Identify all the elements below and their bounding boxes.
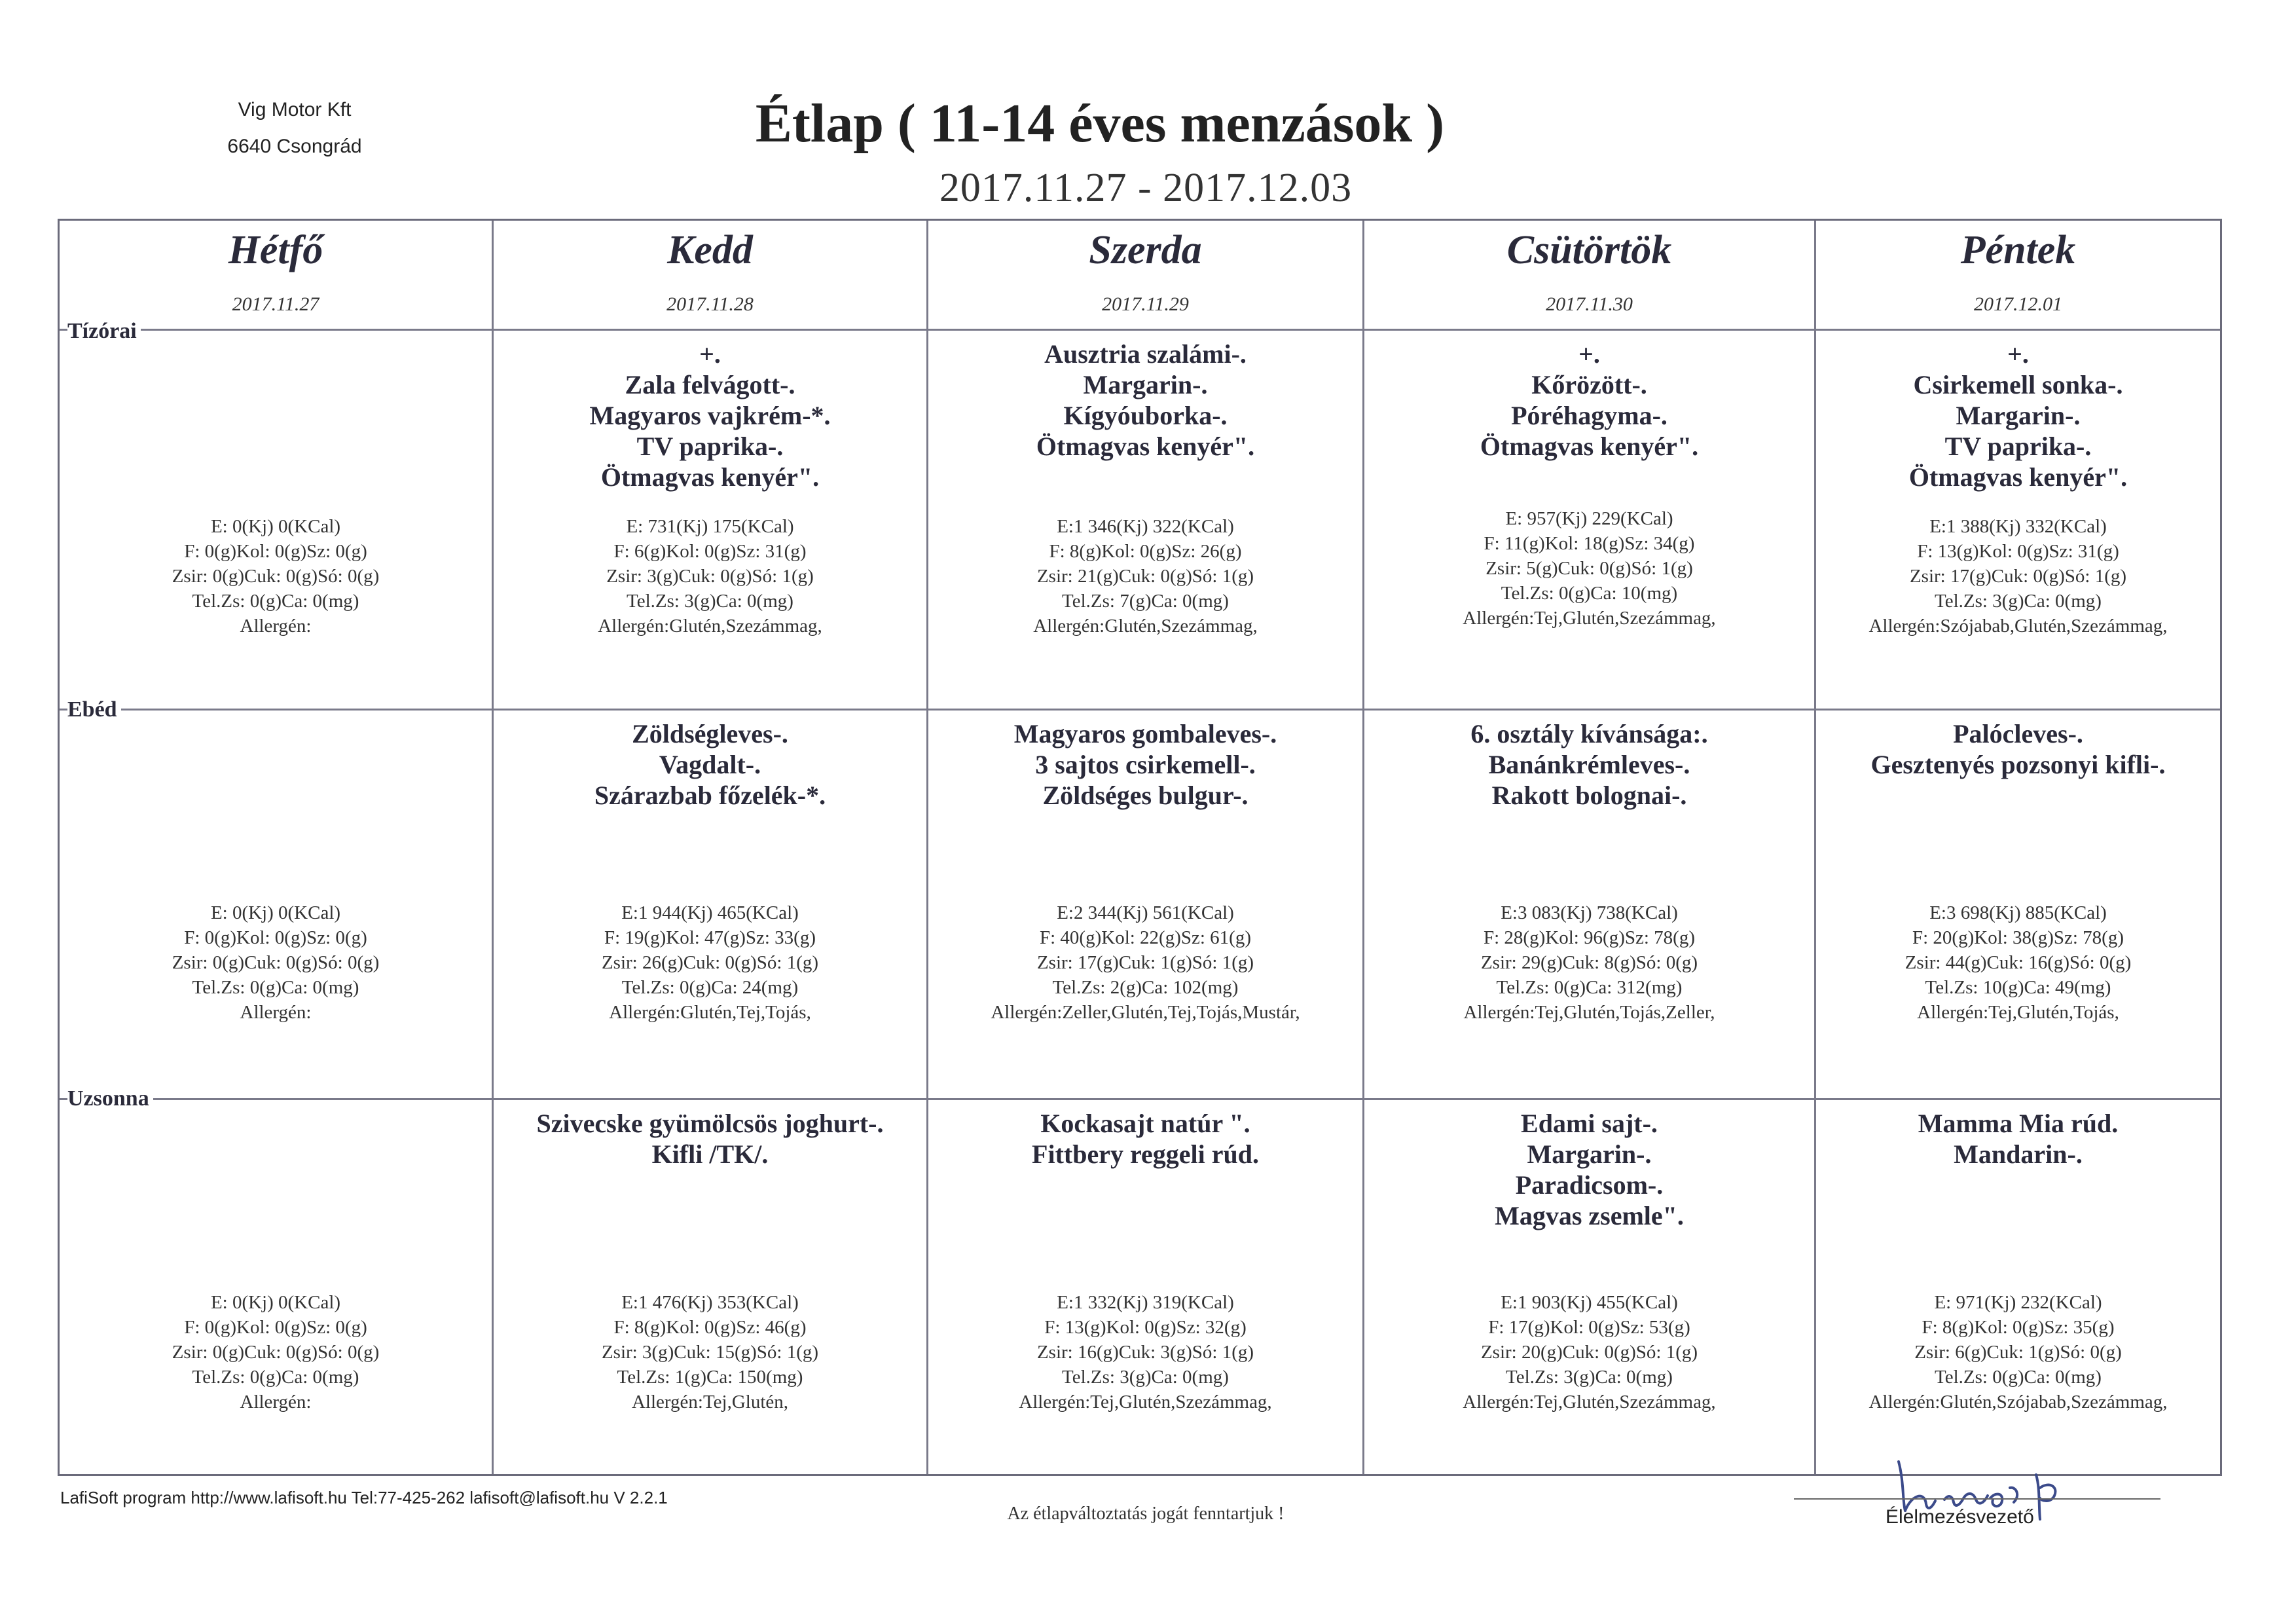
nutrition-satfat: Tel.Zs: 0(g)Ca: 10(mg) — [1501, 583, 1678, 604]
nutrition-energy: E: 971(Kj) 232(KCal) — [1934, 1292, 2102, 1313]
nutrition-satfat: Tel.Zs: 7(g)Ca: 0(mg) — [1062, 591, 1229, 612]
menu-cell — [1364, 331, 1814, 709]
day-header-monday — [60, 221, 492, 329]
dish-list — [494, 710, 926, 811]
nutrition-protein: F: 19(g)Kol: 47(g)Sz: 33(g) — [604, 927, 816, 948]
nutrition-info — [928, 900, 1362, 1025]
dish-item: TV paprika-. — [636, 432, 784, 461]
nutrition-allergens: Allergén: — [240, 1002, 312, 1023]
nutrition-protein: F: 0(g)Kol: 0(g)Sz: 0(g) — [184, 541, 367, 562]
dish-item: Fittbery reggeli rúd. — [1032, 1139, 1259, 1169]
nutrition-protein: F: 20(g)Kol: 38(g)Sz: 78(g) — [1912, 927, 2124, 948]
nutrition-energy: E:1 346(Kj) 322(KCal) — [1057, 516, 1234, 537]
nutrition-protein: F: 8(g)Kol: 0(g)Sz: 35(g) — [1922, 1317, 2115, 1338]
nutrition-protein: F: 8(g)Kol: 0(g)Sz: 26(g) — [1049, 541, 1242, 562]
nutrition-info — [1816, 1290, 2220, 1414]
nutrition-fat: Zsir: 29(g)Cuk: 8(g)Só: 0(g) — [1480, 952, 1698, 973]
nutrition-info — [494, 900, 926, 1025]
day-header-wednesday — [928, 221, 1362, 329]
nutrition-allergens: Allergén:Tej,Glutén,Tojás,Zeller, — [1463, 1002, 1715, 1023]
nutrition-satfat: Tel.Zs: 3(g)Ca: 0(mg) — [1506, 1367, 1673, 1388]
nutrition-satfat: Tel.Zs: 0(g)Ca: 0(mg) — [192, 977, 359, 998]
menu-cell — [1816, 1100, 2220, 1474]
dish-item: Palócleves-. — [1953, 719, 2083, 748]
nutrition-fat: Zsir: 0(g)Cuk: 0(g)Só: 0(g) — [172, 566, 380, 587]
nutrition-info — [60, 1290, 492, 1414]
dish-list — [1364, 1100, 1814, 1231]
nutrition-protein: F: 0(g)Kol: 0(g)Sz: 0(g) — [184, 1317, 367, 1338]
dish-item: Paradicsom-. — [1515, 1170, 1664, 1200]
nutrition-info — [1364, 506, 1814, 631]
dish-item: Ötmagvas kenyér". — [1908, 462, 2128, 492]
nutrition-allergens: Allergén:Glutén,Tej,Tojás, — [609, 1002, 811, 1023]
menu-cell — [60, 710, 492, 1098]
nutrition-allergens: Allergén:Tej,Glutén,Szezámmag, — [1463, 608, 1716, 629]
nutrition-fat: Zsir: 16(g)Cuk: 3(g)Só: 1(g) — [1036, 1342, 1254, 1363]
dish-item: Ausztria szalámi-. — [1044, 339, 1247, 369]
nutrition-allergens: Allergén: — [240, 1392, 312, 1412]
day-date: 2017.11.30 — [1546, 293, 1633, 315]
dish-list — [494, 1100, 926, 1170]
nutrition-satfat: Tel.Zs: 0(g)Ca: 24(mg) — [621, 977, 799, 998]
dish-list — [928, 331, 1362, 462]
menu-cell — [1816, 331, 2220, 709]
menu-cell — [1364, 1100, 1814, 1474]
dish-item: Zala felvágott-. — [625, 370, 795, 399]
day-date: 2017.11.28 — [666, 293, 754, 315]
meal-label-uzsonna: Uzsonna — [67, 1086, 153, 1111]
day-date: 2017.12.01 — [1974, 293, 2062, 315]
dish-item: Mandarin-. — [1954, 1139, 2083, 1169]
day-header-tuesday — [494, 221, 926, 329]
date-range: 2017.11.27 - 2017.12.03 — [939, 166, 1353, 210]
dish-item: Ötmagvas kenyér". — [1480, 432, 1699, 461]
nutrition-protein: F: 6(g)Kol: 0(g)Sz: 31(g) — [613, 541, 807, 562]
menu-cell — [928, 1100, 1362, 1474]
page-title: Étlap ( 11-14 éves menzások ) — [755, 93, 1445, 154]
nutrition-allergens: Allergén:Tej,Glutén,Tojás, — [1917, 1002, 2119, 1023]
dish-item: +. — [2007, 339, 2029, 369]
dish-item: Banánkrémleves-. — [1488, 750, 1690, 779]
nutrition-protein: F: 8(g)Kol: 0(g)Sz: 46(g) — [613, 1317, 807, 1338]
nutrition-info — [1816, 900, 2220, 1025]
nutrition-info — [60, 514, 492, 638]
nutrition-info — [928, 514, 1362, 638]
nutrition-energy: E:1 476(Kj) 353(KCal) — [621, 1292, 799, 1313]
nutrition-allergens: Allergén:Tej,Glutén,Szezámmag, — [1463, 1392, 1716, 1412]
nutrition-energy: E:2 344(Kj) 561(KCal) — [1057, 902, 1234, 923]
dish-item: 6. osztály kívánsága:. — [1470, 719, 1708, 748]
nutrition-energy: E:1 332(Kj) 319(KCal) — [1057, 1292, 1234, 1313]
nutrition-info — [60, 900, 492, 1025]
nutrition-energy: E: 0(Kj) 0(KCal) — [210, 1292, 341, 1313]
menu-cell — [928, 710, 1362, 1098]
dish-item: +. — [1578, 339, 1600, 369]
dish-item: Edami sajt-. — [1521, 1109, 1658, 1138]
menu-grid — [58, 219, 2222, 1476]
nutrition-satfat: Tel.Zs: 10(g)Ca: 49(mg) — [1925, 977, 2111, 998]
nutrition-energy: E: 731(Kj) 175(KCal) — [626, 516, 794, 537]
day-date: 2017.11.27 — [232, 293, 319, 315]
menu-cell — [494, 1100, 926, 1474]
nutrition-energy: E: 957(Kj) 229(KCal) — [1505, 508, 1673, 529]
nutrition-fat: Zsir: 21(g)Cuk: 0(g)Só: 1(g) — [1036, 566, 1254, 587]
day-date: 2017.11.29 — [1102, 293, 1189, 315]
dish-item: Vagdalt-. — [659, 750, 761, 779]
nutrition-protein: F: 11(g)Kol: 18(g)Sz: 34(g) — [1484, 533, 1695, 554]
dish-item: Kockasajt natúr ". — [1040, 1109, 1250, 1138]
dish-list — [1364, 710, 1814, 811]
dish-item: Póréhagyma-. — [1511, 401, 1667, 430]
nutrition-satfat: Tel.Zs: 0(g)Ca: 0(mg) — [192, 591, 359, 612]
nutrition-protein: F: 40(g)Kol: 22(g)Sz: 61(g) — [1040, 927, 1251, 948]
nutrition-info — [494, 1290, 926, 1414]
nutrition-fat: Zsir: 17(g)Cuk: 1(g)Só: 1(g) — [1036, 952, 1254, 973]
nutrition-energy: E:3 083(Kj) 738(KCal) — [1501, 902, 1678, 923]
nutrition-allergens: Allergén:Tej,Glutén, — [631, 1392, 789, 1412]
nutrition-fat: Zsir: 0(g)Cuk: 0(g)Só: 0(g) — [172, 1342, 380, 1363]
nutrition-allergens: Allergén:Glutén,Szezámmag, — [1033, 616, 1258, 637]
nutrition-protein: F: 13(g)Kol: 0(g)Sz: 31(g) — [1917, 541, 2119, 562]
nutrition-satfat: Tel.Zs: 0(g)Ca: 0(mg) — [192, 1367, 359, 1388]
menu-cell — [494, 331, 926, 709]
menu-cell — [60, 1100, 492, 1474]
dish-item: Szárazbab főzelék-*. — [594, 781, 826, 810]
dish-list — [1364, 331, 1814, 462]
company-address: 6640 Csongrád — [227, 136, 362, 157]
nutrition-fat: Zsir: 17(g)Cuk: 0(g)Só: 1(g) — [1909, 566, 2127, 587]
dish-list — [1816, 331, 2220, 492]
menu-cell — [494, 710, 926, 1098]
nutrition-satfat: Tel.Zs: 0(g)Ca: 312(mg) — [1496, 977, 1683, 998]
nutrition-fat: Zsir: 0(g)Cuk: 0(g)Só: 0(g) — [172, 952, 380, 973]
nutrition-satfat: Tel.Zs: 3(g)Ca: 0(mg) — [1062, 1367, 1229, 1388]
dish-item: Ötmagvas kenyér". — [600, 462, 820, 492]
nutrition-info — [1364, 900, 1814, 1025]
nutrition-allergens: Allergén:Zeller,Glutén,Tej,Tojás,Mustár, — [991, 1002, 1300, 1023]
dish-item: Szivecske gyümölcsös joghurt-. — [536, 1109, 884, 1138]
dish-list — [1816, 1100, 2220, 1170]
nutrition-fat: Zsir: 44(g)Cuk: 16(g)Só: 0(g) — [1904, 952, 2132, 973]
nutrition-fat: Zsir: 6(g)Cuk: 1(g)Só: 0(g) — [1914, 1342, 2122, 1363]
footer-program-info: LafiSoft program http://www.lafisoft.hu Tel:77-425-262 lafisoft@lafisoft.hu V 2.2.1 — [60, 1488, 668, 1507]
nutrition-energy: E:1 944(Kj) 465(KCal) — [621, 902, 799, 923]
dish-list — [928, 1100, 1362, 1170]
nutrition-info — [1816, 514, 2220, 638]
dish-item: Margarin-. — [1083, 370, 1208, 399]
dish-item: Csirkemell sonka-. — [1913, 370, 2123, 399]
nutrition-fat: Zsir: 3(g)Cuk: 0(g)Só: 1(g) — [606, 566, 814, 587]
day-header-friday — [1816, 221, 2220, 329]
nutrition-satfat: Tel.Zs: 0(g)Ca: 0(mg) — [1935, 1367, 2102, 1388]
nutrition-satfat: Tel.Zs: 3(g)Ca: 0(mg) — [627, 591, 793, 612]
dish-item: Mamma Mia rúd. — [1918, 1109, 2119, 1138]
company-block — [190, 92, 399, 165]
footer-notice: Az étlapváltoztatás jogát fenntartjuk ! — [1007, 1504, 1285, 1524]
nutrition-info — [928, 1290, 1362, 1414]
nutrition-protein: F: 0(g)Kol: 0(g)Sz: 0(g) — [184, 927, 367, 948]
nutrition-allergens: Allergén:Szójabab,Glutén,Szezámmag, — [1868, 616, 2168, 637]
dish-item: Margarin-. — [1956, 401, 2081, 430]
nutrition-allergens: Allergén:Glutén,Szójabab,Szezámmag, — [1868, 1392, 2168, 1412]
nutrition-protein: F: 13(g)Kol: 0(g)Sz: 32(g) — [1044, 1317, 1247, 1338]
signature-line — [1794, 1498, 2160, 1500]
day-name: Péntek — [1960, 228, 2076, 272]
menu-cell — [1816, 710, 2220, 1098]
dish-item: Margarin-. — [1527, 1139, 1652, 1169]
nutrition-fat: Zsir: 3(g)Cuk: 15(g)Só: 1(g) — [601, 1342, 819, 1363]
dish-item: Ötmagvas kenyér". — [1036, 432, 1255, 461]
day-header-thursday — [1364, 221, 1814, 329]
nutrition-fat: Zsir: 5(g)Cuk: 0(g)Só: 1(g) — [1485, 558, 1693, 579]
dish-item: 3 sajtos csirkemell-. — [1035, 750, 1256, 779]
nutrition-fat: Zsir: 20(g)Cuk: 0(g)Só: 1(g) — [1480, 1342, 1698, 1363]
nutrition-allergens: Allergén:Tej,Glutén,Szezámmag, — [1019, 1392, 1272, 1412]
menu-cell — [1364, 710, 1814, 1098]
nutrition-allergens: Allergén:Glutén,Szezámmag, — [598, 616, 822, 637]
nutrition-protein: F: 28(g)Kol: 96(g)Sz: 78(g) — [1484, 927, 1695, 948]
dish-item: TV paprika-. — [1944, 432, 2092, 461]
meal-label-tizorai: Tízórai — [67, 319, 141, 344]
dish-item: Zöldségleves-. — [632, 719, 788, 748]
dish-item: +. — [699, 339, 721, 369]
nutrition-energy: E: 0(Kj) 0(KCal) — [210, 902, 341, 923]
dish-item: Kőrözött-. — [1531, 370, 1647, 399]
day-name: Szerda — [1089, 228, 1202, 272]
nutrition-satfat: Tel.Zs: 2(g)Ca: 102(mg) — [1052, 977, 1239, 998]
nutrition-satfat: Tel.Zs: 1(g)Ca: 150(mg) — [617, 1367, 803, 1388]
nutrition-protein: F: 17(g)Kol: 0(g)Sz: 53(g) — [1488, 1317, 1690, 1338]
nutrition-fat: Zsir: 26(g)Cuk: 0(g)Só: 1(g) — [601, 952, 819, 973]
nutrition-satfat: Tel.Zs: 3(g)Ca: 0(mg) — [1935, 591, 2102, 612]
company-name: Vig Motor Kft — [238, 99, 352, 120]
dish-item: Magyaros vajkrém-*. — [589, 401, 831, 430]
dish-list — [1816, 710, 2220, 780]
dish-item: Magvas zsemle". — [1495, 1201, 1684, 1230]
day-name: Hétfő — [228, 228, 323, 272]
dish-list — [928, 710, 1362, 811]
dish-list — [494, 331, 926, 492]
menu-cell — [928, 331, 1362, 709]
nutrition-info — [1364, 1290, 1814, 1414]
day-name: Kedd — [667, 228, 753, 272]
meal-label-ebed: Ebéd — [67, 697, 121, 722]
nutrition-energy: E:1 903(Kj) 455(KCal) — [1501, 1292, 1678, 1313]
dish-item: Zöldséges bulgur-. — [1042, 781, 1248, 810]
dish-item: Kígyóuborka-. — [1063, 401, 1228, 430]
day-name: Csütörtök — [1506, 228, 1672, 272]
dish-item: Rakott bolognai-. — [1491, 781, 1687, 810]
nutrition-energy: E:3 698(Kj) 885(KCal) — [1929, 902, 2107, 923]
nutrition-allergens: Allergén: — [240, 616, 312, 637]
nutrition-info — [494, 514, 926, 638]
nutrition-energy: E: 0(Kj) 0(KCal) — [210, 516, 341, 537]
menu-cell — [60, 331, 492, 709]
footer-role: Élelmezésvezető — [1886, 1506, 2034, 1528]
dish-item: Kifli /TK/. — [651, 1139, 769, 1169]
dish-item: Magyaros gombaleves-. — [1013, 719, 1277, 748]
nutrition-energy: E:1 388(Kj) 332(KCal) — [1929, 516, 2107, 537]
dish-item: Gesztenyés pozsonyi kifli-. — [1870, 750, 2166, 779]
